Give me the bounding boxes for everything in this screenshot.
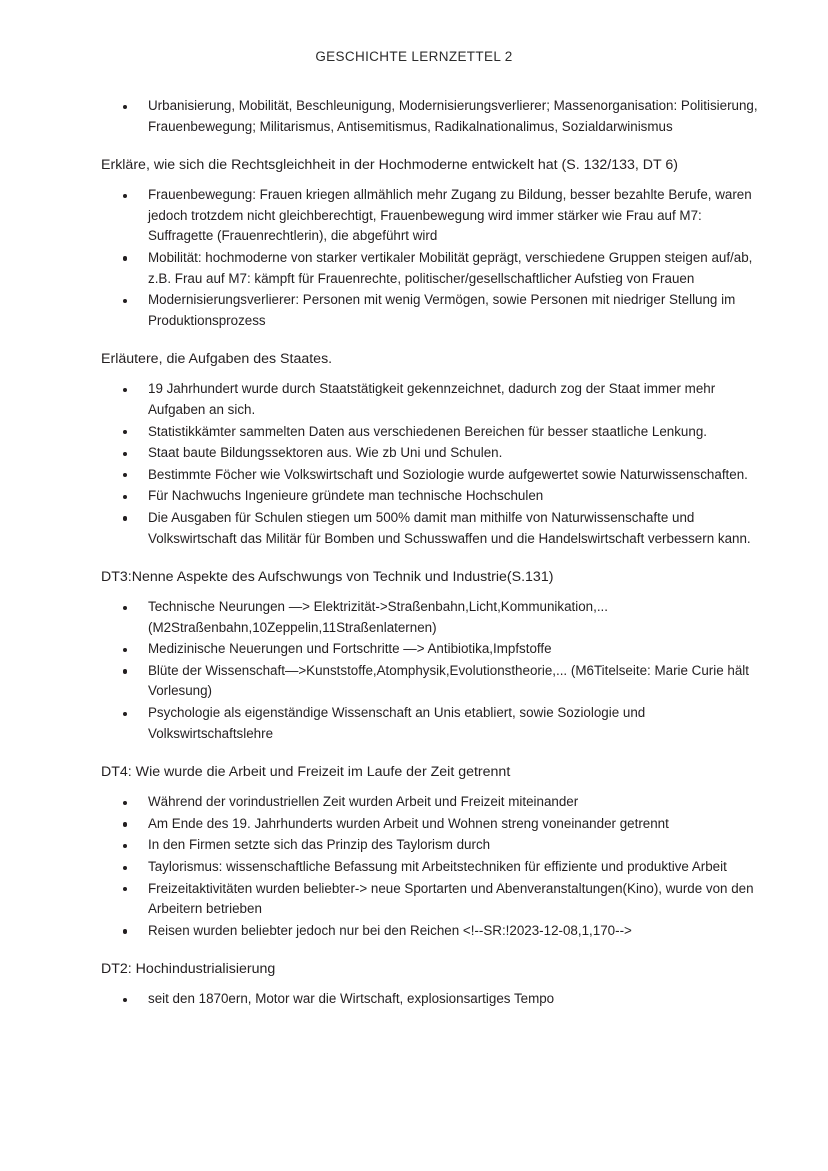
bullet-item: Blüte der Wissenschaft—>Kunststoffe,Atomphysik,Evolutionstheorie,... (M6Titelseite: Marie Curie hält Vorlesung) bbox=[101, 661, 761, 702]
bullet-item: Reisen wurden beliebter jedoch nur bei den Reichen <!--SR:!2023-12-08,1,170--> bbox=[101, 921, 761, 942]
bullet-list bbox=[101, 792, 761, 941]
page-title: GESCHICHTE LERNZETTEL 2 bbox=[315, 49, 513, 64]
bullet-item: Modernisierungsverlierer: Personen mit wenig Vermögen, sowie Personen mit niedriger Stellung im Produktionsprozess bbox=[101, 290, 761, 331]
bullet-item: Frauenbewegung: Frauen kriegen allmählich mehr Zugang zu Bildung, besser bezahlte Berufe, waren jedoch trotzdem nicht gleichberechtigt, Frauenbewegung wird immer stärker wie Frau auf M7: Suffragette (Frauenrechtlerin), die abgeführt wird bbox=[101, 185, 761, 247]
section-spacer bbox=[101, 550, 761, 567]
bullet-item: Technische Neurungen —> Elektrizität->Straßenbahn,Licht,Kommunikation,... (M2Straßenbahn,10Zeppelin,11Straßenlaternen) bbox=[101, 597, 761, 638]
section-heading: Erkläre, wie sich die Rechtsgleichheit in der Hochmoderne entwickelt hat (S. 132/133, DT 6) bbox=[101, 157, 678, 174]
bullet-item: Psychologie als eigenständige Wissenschaft an Unis etabliert, sowie Soziologie und Volkswirtschaftslehre bbox=[101, 703, 761, 744]
bullet-item: Freizeitaktivitäten wurden beliebter-> neue Sportarten und Abenveranstaltungen(Kino), wurde von den Arbeitern betrieben bbox=[101, 879, 761, 920]
bullet-item: 19 Jahrhundert wurde durch Staatstätigkeit gekennzeichnet, dadurch zog der Staat immer mehr Aufgaben an sich. bbox=[101, 379, 761, 420]
bullet-item: Medizinische Neuerungen und Fortschritte —> Antibiotika,Impfstoffe bbox=[101, 639, 761, 660]
bullet-list bbox=[101, 379, 761, 549]
section-heading: Erläutere, die Aufgaben des Staates. bbox=[101, 351, 333, 368]
section-spacer bbox=[101, 332, 761, 349]
bullet-item: Urbanisierung, Mobilität, Beschleunigung, Modernisierungsverlierer; Massenorganisation: Politisierung, Frauenbewegung; Militarismus, Antisemitismus, Radikalnationalimus, Sozialdarwinismus bbox=[101, 96, 761, 137]
section-heading: DT4: Wie wurde die Arbeit und Freizeit im Laufe der Zeit getrennt bbox=[101, 764, 511, 781]
document-body bbox=[101, 96, 761, 1011]
bullet-item: In den Firmen setzte sich das Prinzip des Taylorism durch bbox=[101, 835, 761, 856]
bullet-item: Taylorismus: wissenschaftliche Befassung mit Arbeitstechniken für effiziente und produktive Arbeit bbox=[101, 857, 761, 878]
section-spacer bbox=[101, 942, 761, 959]
section-spacer bbox=[101, 138, 761, 155]
bullet-item: Statistikkämter sammelten Daten aus verschiedenen Bereichen für besser staatliche Lenkung. bbox=[101, 422, 761, 443]
section-heading: DT2: Hochindustrialisierung bbox=[101, 961, 276, 978]
section-heading: DT3:Nenne Aspekte des Aufschwungs von Technik und Industrie(S.131) bbox=[101, 569, 554, 586]
bullet-list bbox=[101, 989, 761, 1010]
bullet-item: Während der vorindustriellen Zeit wurden Arbeit und Freizeit miteinander bbox=[101, 792, 761, 813]
bullet-item: Staat baute Bildungssektoren aus. Wie zb Uni und Schulen. bbox=[101, 443, 761, 464]
bullet-item: seit den 1870ern, Motor war die Wirtschaft, explosionsartiges Tempo bbox=[101, 989, 761, 1010]
bullet-item: Für Nachwuchs Ingenieure gründete man technische Hochschulen bbox=[101, 486, 761, 507]
bullet-item: Am Ende des 19. Jahrhunderts wurden Arbeit und Wohnen streng voneinander getrennt bbox=[101, 814, 761, 835]
section-spacer bbox=[101, 745, 761, 762]
bullet-item: Die Ausgaben für Schulen stiegen um 500% damit man mithilfe von Naturwissenschafte und Volkswirtschaft das Militär für Bomben und Schusswaffen und die Handelswirtschaft verbessern kann. bbox=[101, 508, 761, 549]
bullet-item: Mobilität: hochmoderne von starker vertikaler Mobilität geprägt, verschiedene Gruppen steigen auf/ab, z.B. Frau auf M7: kämpft für Frauenrechte, politischer/gesellschaftlicher Aufstieg von Frauen bbox=[101, 248, 761, 289]
bullet-list bbox=[101, 185, 761, 331]
bullet-item: Bestimmte Föcher wie Volkswirtschaft und Soziologie wurde aufgewertet sowie Naturwissenschaften. bbox=[101, 465, 761, 486]
bullet-list bbox=[101, 96, 761, 137]
bullet-list bbox=[101, 597, 761, 744]
